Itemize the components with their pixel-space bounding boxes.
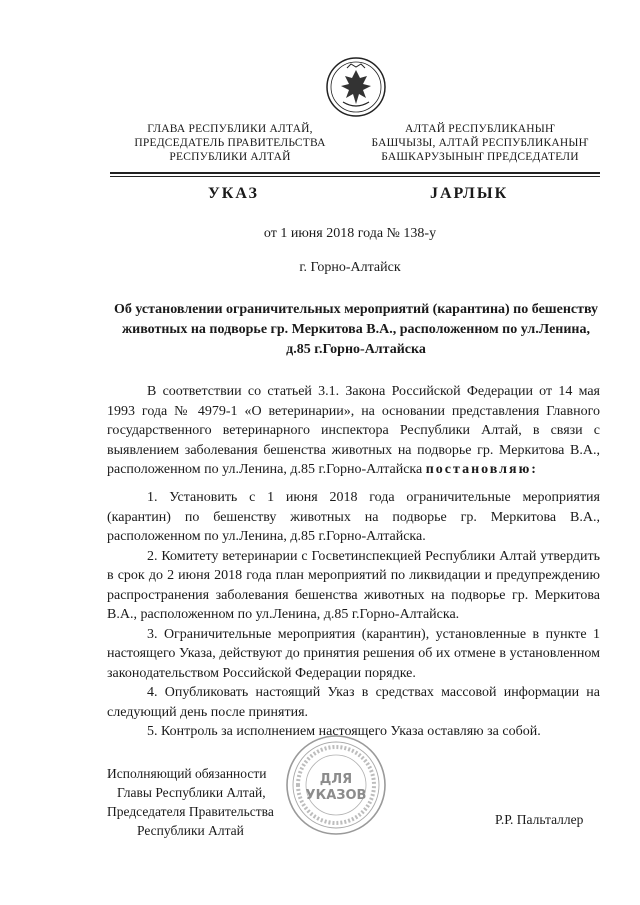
header-right-line: БАШКАРУЗЫНЫҤ ПРЕДСЕДАТЕЛИ [381, 151, 579, 163]
decree-title: Об установлении ограничительных мероприятий (карантина) по бешенству животных на подворье гр. Меркитова В.А., расположенном по ул.Ленина, д.85 г.Горно-Алтайска [113, 302, 599, 357]
signatory-line: Главы Республики Алтай, [117, 785, 266, 800]
official-stamp [284, 733, 388, 837]
city-line: г. Горно-Алтайск [299, 260, 401, 275]
doc-type-altai: ЈАРЛЫК [430, 185, 509, 202]
decree-item: 3. Ограничительные мероприятия (карантин), установленные в пункте 1 настоящего Указа, действуют до принятия решения об их отмене в установленном законодательством Российской Федерации порядке. [107, 626, 600, 681]
signatory-line: Председателя Правительства [107, 804, 274, 819]
coat-of-arms-emblem [325, 56, 387, 118]
decree-item: 2. Комитету ветеринарии с Госветинспекцией Республики Алтай утвердить в срок до 2 июня 2018 года план мероприятий по ликвидации и предупреждению распространения заболевания бешенства животных на подворье гр. Меркитова В.А., расположенном по ул.Ленина, д.85 г.Горно-Алтайска. [107, 548, 600, 622]
header-right-line: АЛТАЙ РЕСПУБЛИКАНЫҤ [405, 123, 555, 135]
signatory-line: Исполняющий обязанности [107, 766, 267, 781]
decree-keyword: постановляю: [425, 462, 538, 477]
stamp-text-top: ДЛЯ [319, 772, 353, 787]
header-left-line: ПРЕДСЕДАТЕЛЬ ПРАВИТЕЛЬСТВА [134, 137, 326, 149]
intro-text: В соответствии со статьей 3.1. Закона Российской Федерации от 14 мая 1993 года № 4979-1 «О ветеринарии», на основании представления Главного государственного ветеринарного инспектора Республики Алтай, в связи с выявлением заболевания бешенства животных на подворье гр. Меркитова В.А., расположенном по ул.Ленина, д.85 г.Горно-Алтайска [107, 384, 600, 477]
decree-item: 1. Установить с 1 июня 2018 года ограничительные мероприятия (карантин) по бешенству животных на подворье гр. Меркитова В.А., расположенном по ул.Ленина, д.85 г.Горно-Алтайска. [107, 490, 600, 544]
stamp-text-bottom: УКАЗОВ [305, 788, 367, 803]
header-left-line: ГЛАВА РЕСПУБЛИКИ АЛТАЙ, [147, 123, 313, 135]
signatory-line: Республики Алтай [137, 823, 244, 838]
decree-item: 5. Контроль за исполнением настоящего Указа оставляю за собой. [147, 724, 541, 739]
signatory-position [107, 764, 274, 840]
header-right [360, 122, 600, 164]
decree-item: 4. Опубликовать настоящий Указ в средствах массовой информации на следующий день после принятия. [107, 685, 600, 720]
header-right-line: БАШЧЫЗЫ, АЛТАЙ РЕСПУБЛИКАНЫҤ [371, 137, 589, 149]
header-divider-thick [110, 172, 600, 174]
date-number-line: от 1 июня 2018 года № 138-у [263, 226, 437, 241]
header-left-line: РЕСПУБЛИКИ АЛТАЙ [169, 151, 291, 163]
intro-paragraph [107, 382, 600, 480]
signatory-name: Р.Р. Пальталлер [495, 812, 584, 827]
header-left [110, 122, 350, 164]
doc-type-russian: УКАЗ [208, 185, 259, 202]
header-divider-thin [110, 176, 600, 177]
decree-items [107, 488, 600, 742]
